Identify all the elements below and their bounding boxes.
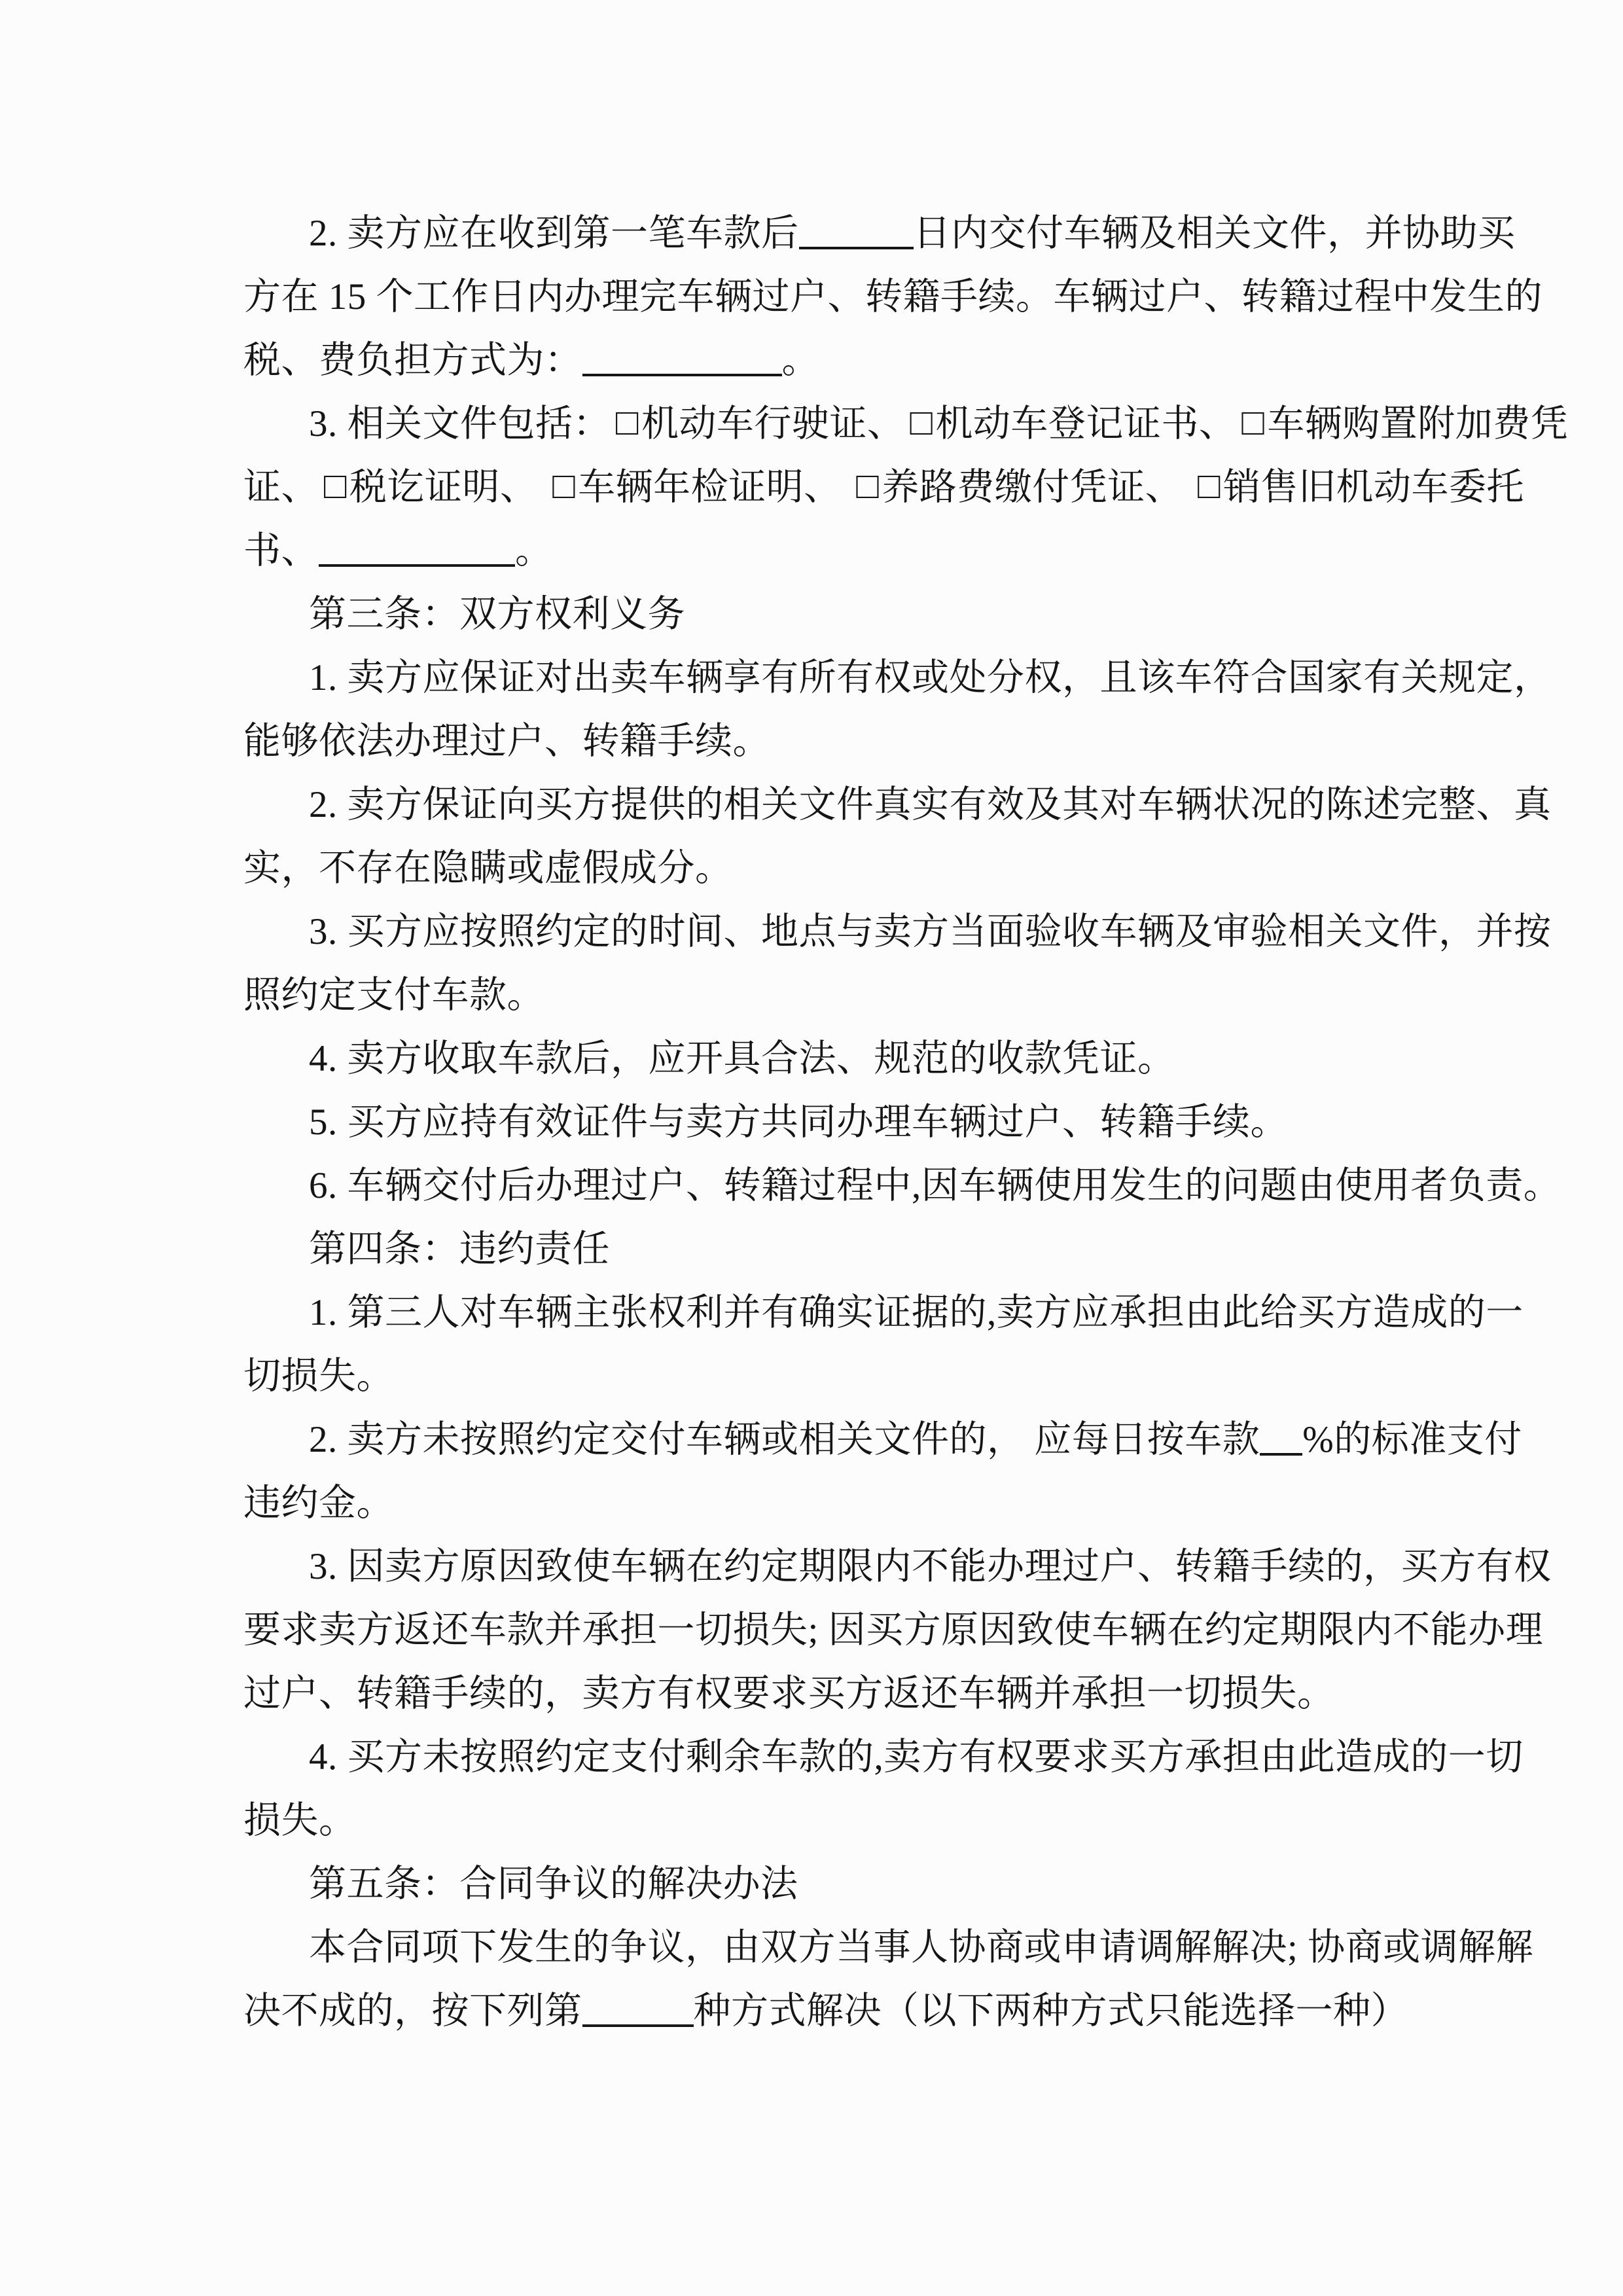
- checkbox-icon: □: [616, 402, 639, 443]
- contract-line: [243, 1725, 1524, 1789]
- contract-line: [243, 1535, 1552, 1598]
- fill-in-blank[interactable]: [799, 213, 914, 249]
- checkbox-icon: □: [324, 465, 347, 507]
- contract-line: [243, 963, 1395, 1027]
- contract-line: [243, 519, 1395, 583]
- text-run: 第五条：合同争议的解决办法: [309, 1863, 798, 1905]
- contract-line: [243, 1217, 1395, 1281]
- text-run: 3. 相关文件包括：: [309, 403, 611, 444]
- text-run: 销售旧机动车委托: [1223, 467, 1524, 508]
- text-run: 税、费负担方式为：: [243, 340, 582, 381]
- text-run: 切损失。: [243, 1355, 394, 1397]
- contract-line: [243, 202, 1516, 265]
- contract-line: [243, 646, 1552, 709]
- contract-line: [243, 1154, 1561, 1217]
- text-run: 机动车登记证书、: [935, 403, 1237, 444]
- contract-line: [243, 456, 1524, 519]
- text-run: 照约定支付车款。: [243, 975, 544, 1016]
- contract-line: [243, 1281, 1524, 1344]
- contract-line: [243, 265, 1543, 329]
- fill-in-blank[interactable]: [1260, 1419, 1302, 1456]
- contract-line: [243, 1979, 1408, 2043]
- text-run: 第四条：违约责任: [309, 1229, 610, 1270]
- text-run: 本合同项下发生的争议，由双方当事人协商或申请调解解决; 协商或调解解: [309, 1927, 1534, 1968]
- checkbox-icon: □: [1198, 465, 1221, 507]
- text-run: 种方式解决（以下两种方式只能选择一种）: [693, 1990, 1408, 2032]
- contract-line: [243, 1471, 1395, 1535]
- contract-line: [243, 836, 1395, 900]
- text-run: 1. 第三人对车辆主张权利并有确实证据的,卖方应承担由此给买方造成的一: [309, 1292, 1524, 1333]
- contract-line: [243, 583, 1395, 646]
- text-run: 1. 卖方应保证对出卖车辆享有所有权或处分权，且该车符合国家有关规定，: [309, 657, 1552, 698]
- text-run: 第三条：双方权利义务: [309, 594, 685, 635]
- contract-line: [243, 392, 1569, 456]
- text-run: 决不成的，按下列第: [243, 1990, 582, 2032]
- text-run: 证、: [243, 467, 319, 508]
- checkbox-icon: □: [552, 465, 576, 507]
- text-run: 违约金。: [243, 1482, 394, 1524]
- fill-in-blank[interactable]: [319, 530, 515, 567]
- contract-line: [243, 900, 1552, 963]
- text-run: 日内交付车辆及相关文件，并协助买: [913, 213, 1516, 254]
- text-run: 方在 15 个工作日内办理完车辆过户、转籍手续。车辆过户、转籍过程中发生的: [243, 276, 1543, 317]
- contract-line: [243, 709, 1395, 773]
- contract-line: [243, 1662, 1395, 1725]
- contract-line: [243, 1408, 1522, 1471]
- text-run: 5. 买方应持有效证件与卖方共同办理车辆过户、转籍手续。: [309, 1102, 1288, 1143]
- text-run: 2. 卖方未按照约定交付车辆或相关文件的， 应每日按车款: [309, 1419, 1260, 1460]
- checkbox-icon: □: [910, 402, 933, 443]
- contract-body: [243, 202, 1569, 2043]
- contract-line: [243, 1916, 1534, 1979]
- contract-line: [243, 1027, 1395, 1090]
- fill-in-blank[interactable]: [582, 340, 782, 376]
- checkbox-icon: □: [856, 465, 880, 507]
- text-run: 书、: [243, 530, 319, 571]
- text-run: 车辆购置附加费凭: [1267, 403, 1569, 444]
- text-run: 能够依法办理过户、转籍手续。: [243, 721, 770, 762]
- text-run: 2. 卖方保证向买方提供的相关文件真实有效及其对车辆状况的陈述完整、真: [309, 784, 1552, 825]
- contract-line: [243, 773, 1552, 836]
- text-run: 要求卖方返还车款并承担一切损失; 因买方原因致使车辆在约定期限内不能办理: [243, 1609, 1544, 1651]
- text-run: 3. 买方应按照约定的时间、地点与卖方当面验收车辆及审验相关文件，并按: [309, 911, 1552, 952]
- contract-line: [243, 1598, 1544, 1662]
- contract-line: [243, 1090, 1395, 1154]
- text-run: 养路费缴付凭证、: [882, 467, 1193, 508]
- text-run: 实，不存在隐瞒或虚假成分。: [243, 848, 733, 889]
- text-run: 4. 买方未按照约定支付剩余车款的,卖方有权要求买方承担由此造成的一切: [309, 1736, 1524, 1778]
- text-run: 3. 因卖方原因致使车辆在约定期限内不能办理过户、转籍手续的，买方有权: [309, 1546, 1552, 1587]
- text-run: 税讫证明、: [349, 467, 548, 508]
- text-run: 4. 卖方收取车款后，应开具合法、规范的收款凭证。: [309, 1038, 1175, 1079]
- text-run: 2. 卖方应在收到第一笔车款后: [309, 213, 799, 254]
- text-run: 损失。: [243, 1800, 357, 1841]
- checkbox-icon: □: [1241, 402, 1265, 443]
- text-run: 车辆年检证明、: [578, 467, 851, 508]
- text-run: %的标准支付: [1302, 1419, 1522, 1460]
- text-run: 机动车行驶证、: [641, 403, 905, 444]
- contract-line: [243, 1344, 1395, 1408]
- text-run: 。: [781, 340, 819, 381]
- text-run: 6. 车辆交付后办理过户、转籍过程中,因车辆使用发生的问题由使用者负责。: [309, 1165, 1561, 1206]
- text-run: 。: [515, 530, 553, 571]
- contract-line: [243, 1789, 1395, 1852]
- contract-line: [243, 1852, 1395, 1916]
- text-run: 过户、转籍手续的，卖方有权要求买方返还车辆并承担一切损失。: [243, 1673, 1335, 1714]
- fill-in-blank[interactable]: [582, 1990, 694, 2027]
- contract-line: [243, 329, 1395, 392]
